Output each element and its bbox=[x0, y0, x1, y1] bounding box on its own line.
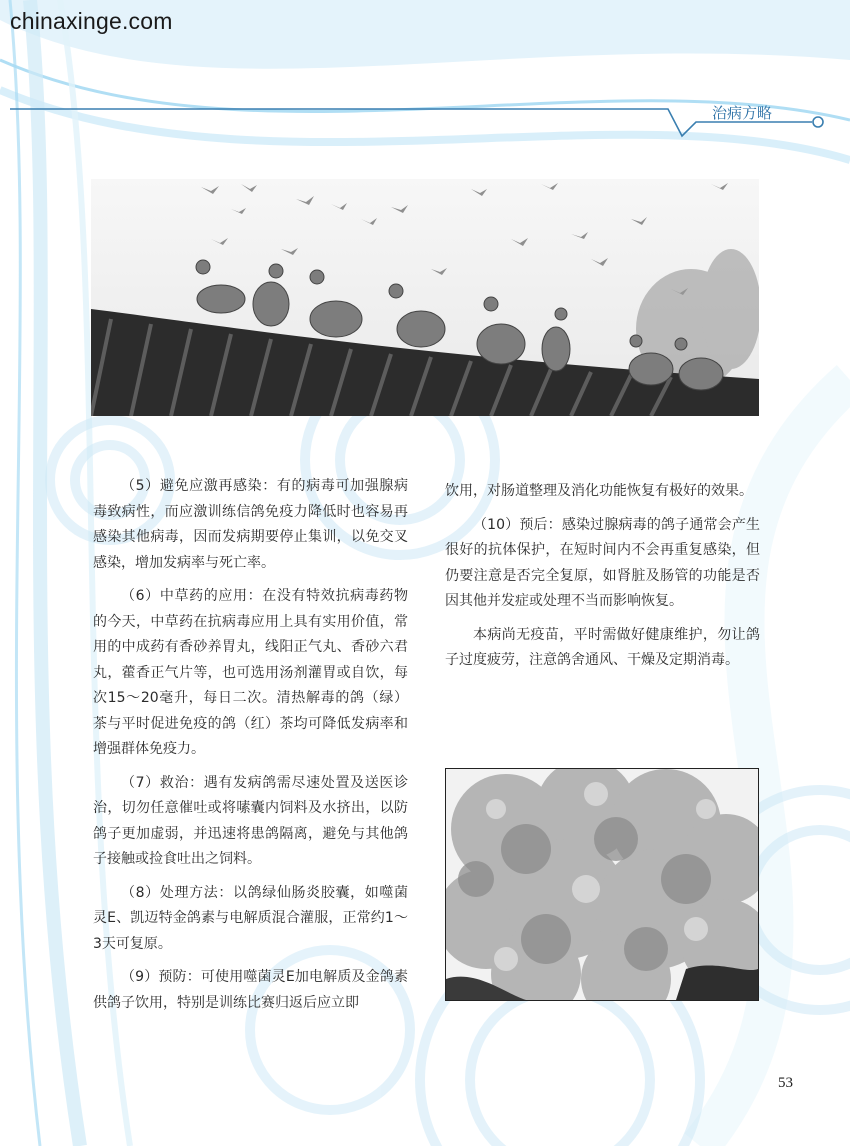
paragraph-6-herbal-medicine: （6）中草药的应用：在没有特效抗病毒药物的今天，中草药在抗病毒应用上具有实用价值，常用的中成药有香砂养胃丸，线阳正气丸、香砂六君丸，藿香正气片等，也可选用汤剂灌胃或自饮，每次15～20毫升，每日二次。清热解毒的鸽（绿）茶与平时促进免疫的鸽（红）茶均可降低发病率和增强群体免疫力。 bbox=[93, 588, 408, 757]
paragraph-closing-note: 本病尚无疫苗，平时需做好健康维护，勿让鸽子过度疲劳，注意鸽舍通风、干燥及定期消毒。 bbox=[445, 626, 760, 668]
paragraph-7-treatment: （7）救治：遇有发病鸽需尽速处置及送医诊治，切勿任意催吐或将嗉囊内饲料及水挤出，以防鸽子更加虚弱，并迅速将患鸽隔离，避免与其他鸽子接触或捡食吐出之饲料。 bbox=[93, 774, 408, 867]
paragraph-8-handling-method: （8）处理方法：以鸽绿仙肠炎胶囊，如噬菌灵E、凯迈特金鸽素与电解质混合灌服，正常约1～3天可复原。 bbox=[93, 884, 408, 952]
page-number: 53 bbox=[778, 1075, 793, 1091]
pigeons-on-roof-photo bbox=[91, 179, 759, 416]
paragraph-10-prognosis: （10）预后：感染过腺病毒的鸽子通常会产生很好的抗体保护，在短时间内不会再重复感染，但仍要注意是否完全复原，如肾脏及肠管的功能是否因其他并发症或处理不当而影响恢复。 bbox=[445, 516, 760, 609]
paragraph-5-avoid-stress: （5）避免应激再感染：有的病毒可加强腺病毒致病性，而应激训练信鸽免疫力降低时也容易再感染其他病毒，因而发病期要停止集训，以免交叉感染，增加发病率与死亡率。 bbox=[93, 478, 408, 571]
paragraph-9-prevention: （9）预防：可使用噬菌灵E加电解质及金鸽素供鸽子饮用，特别是训练比赛归返后应立即 bbox=[93, 969, 408, 1011]
section-title: 治病方略 bbox=[712, 104, 773, 122]
site-watermark: chinaxinge.com bbox=[10, 8, 173, 34]
right-text-column bbox=[445, 479, 760, 682]
paragraph-9-continued: 饮用，对肠道整理及消化功能恢复有极好的效果。 bbox=[445, 483, 753, 499]
tree-photo bbox=[445, 768, 759, 1001]
left-text-column bbox=[93, 474, 408, 1024]
